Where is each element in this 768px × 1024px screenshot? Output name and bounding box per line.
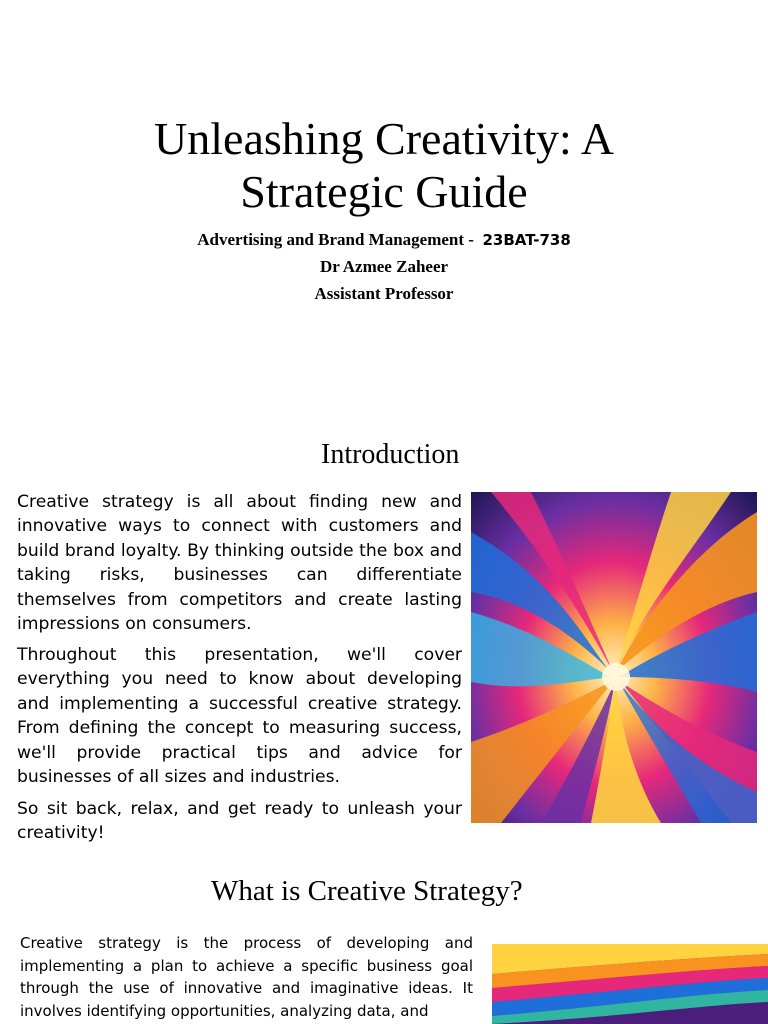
author-name: Dr Azmee Zaheer (319, 257, 449, 276)
title-line-1: Unleashing Creativity: A (154, 113, 614, 164)
intro-paragraph-2: Throughout this presentation, we'll cover everything you need to know about developing and implementing a successful creative strategy. From defining the concept to measuring success, we'll provide practical tips and advice for businesses of all sizes and industries. (17, 645, 462, 788)
course-name: Advertising and Brand Management - (197, 230, 474, 249)
introduction-heading: Introduction (321, 439, 460, 470)
intro-paragraph-3: So sit back, relax, and get ready to unleash your creativity! (17, 799, 462, 844)
what-is-paragraph: Creative strategy is the process of developing and implementing a plan to achieve a specific business goal through the use of innovative and imaginative ideas. It involves identifying opportunities, analyzing data, and (20, 934, 473, 1020)
author-role: Assistant Professor (314, 284, 454, 303)
waves-artwork (492, 944, 768, 1024)
title-line-2: Strategic Guide (240, 166, 528, 217)
abstract-swirl-image (471, 492, 757, 823)
document-title (0, 112, 768, 218)
course-line (0, 229, 768, 251)
what-is-heading: What is Creative Strategy? (211, 875, 523, 907)
intro-paragraph-1: Creative strategy is all about finding new and innovative ways to connect with customers and build brand loyalty. By thinking outside the box and taking risks, businesses can differentiate themselves from competitors and create lasting impressions on consumers. (17, 492, 462, 635)
course-code: 23BAT-738 (482, 231, 571, 249)
swirl-artwork (471, 492, 757, 823)
colorful-waves-image (492, 944, 768, 1024)
